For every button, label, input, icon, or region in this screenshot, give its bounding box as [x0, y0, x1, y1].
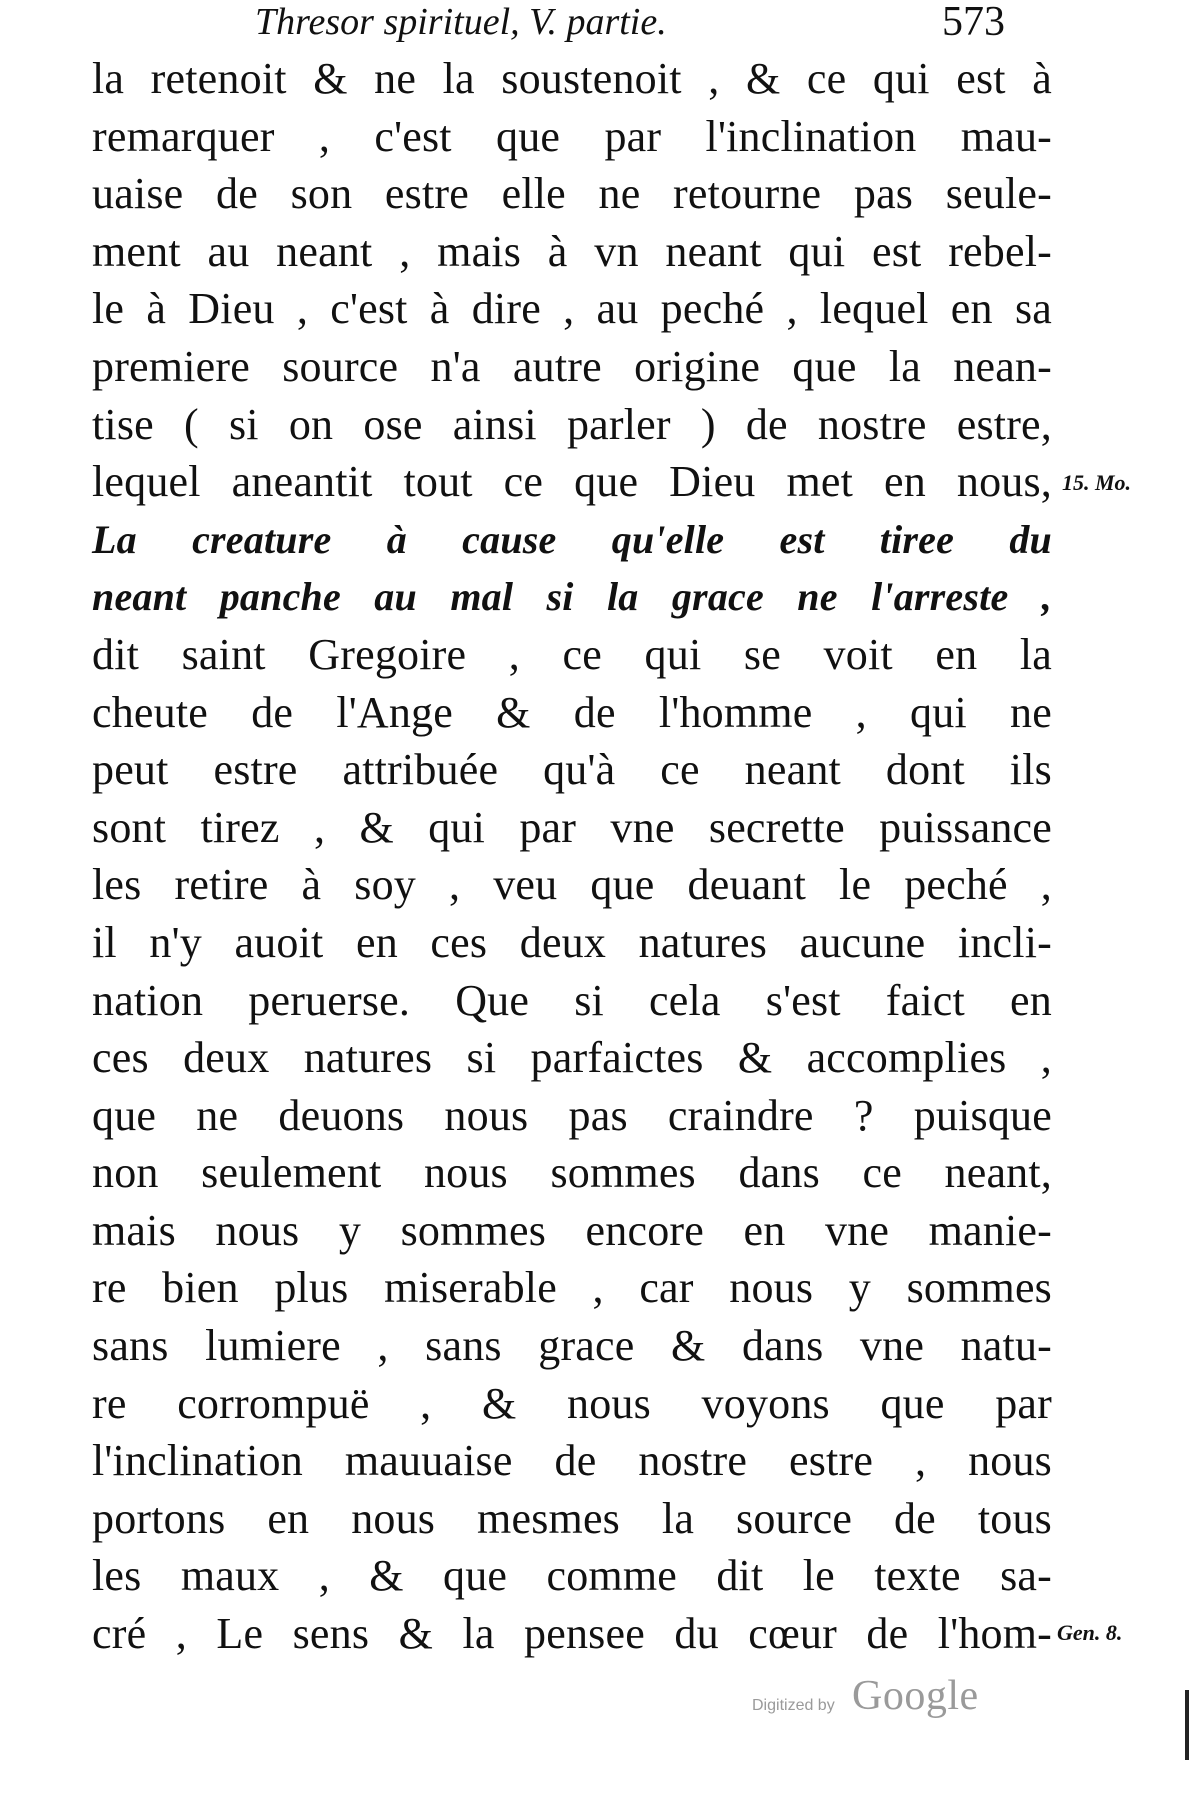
- text-line: tise ( si on ose ainsi parler ) de nostre estre,: [92, 399, 1052, 449]
- quoted-line: neant panche au mal si la grace ne l'arreste ,: [92, 574, 1052, 620]
- text-line: la retenoit & ne la soustenoit , & ce qui est à: [92, 54, 1052, 103]
- page-number: 573: [942, 0, 1005, 45]
- text-line: sont tirez , & qui par vne secrette puissance: [92, 802, 1052, 852]
- body-text: [92, 50, 1052, 1663]
- text-line: les retire à soy , veu que deuant le peché ,: [92, 860, 1052, 910]
- text-line: les maux , & que comme dit le texte sa-: [92, 1551, 1052, 1601]
- text-line: remarquer , c'est que par l'inclination mau-: [92, 111, 1052, 161]
- text-line: peut estre attribuée qu'à ce neant dont ils: [92, 745, 1052, 795]
- text-line: non seulement nous sommes dans ce neant,: [92, 1148, 1052, 1198]
- margin-note-reference: Gen. 8.: [1057, 1620, 1123, 1645]
- text-line: ces deux natures si parfaictes & accomplies ,: [92, 1033, 1052, 1083]
- running-head: Thresor spirituel, V. partie.: [255, 1, 667, 43]
- quoted-line: La creature à cause qu'elle est tiree du: [92, 516, 1052, 562]
- text-line: re corrompuë , & nous voyons que par: [92, 1378, 1052, 1428]
- text-line: cré , Le sens & la pensee du cœur de l'hom-: [92, 1609, 1052, 1659]
- text-line: le à Dieu , c'est à dire , au peché , lequel en sa: [92, 284, 1052, 334]
- digitized-by-label: Digitized by: [752, 1697, 835, 1714]
- margin-note-reference: 15. Mo.: [1062, 470, 1132, 495]
- text-line: mais nous y sommes encore en vne manie-: [92, 1205, 1052, 1255]
- text-line: re bien plus miserable , car nous y sommes: [92, 1263, 1052, 1313]
- text-line: lequel aneantit tout ce que Dieu met en nous,: [92, 457, 1052, 507]
- google-watermark: Google: [852, 1673, 979, 1719]
- text-line: dit saint Gregoire , ce qui se voit en la: [92, 629, 1052, 679]
- text-line: que ne deuons nous pas craindre ? puisque: [92, 1090, 1052, 1140]
- text-line: sans lumiere , sans grace & dans vne natu-: [92, 1321, 1052, 1371]
- text-line: portons en nous mesmes la source de tous: [92, 1493, 1052, 1543]
- text-line: il n'y auoit en ces deux natures aucune incli-: [92, 917, 1052, 967]
- text-line: uaise de son estre elle ne retourne pas seule-: [92, 169, 1052, 219]
- text-line: ment au neant , mais à vn neant qui est rebel-: [92, 226, 1052, 276]
- text-line: l'inclination mauuaise de nostre estre , nous: [92, 1436, 1052, 1486]
- page-edge-mark: [1185, 1690, 1189, 1760]
- text-line: cheute de l'Ange & de l'homme , qui ne: [92, 687, 1052, 737]
- text-line: premiere source n'a autre origine que la nean-: [92, 341, 1052, 391]
- text-line: nation peruerse. Que si cela s'est faict en: [92, 975, 1052, 1025]
